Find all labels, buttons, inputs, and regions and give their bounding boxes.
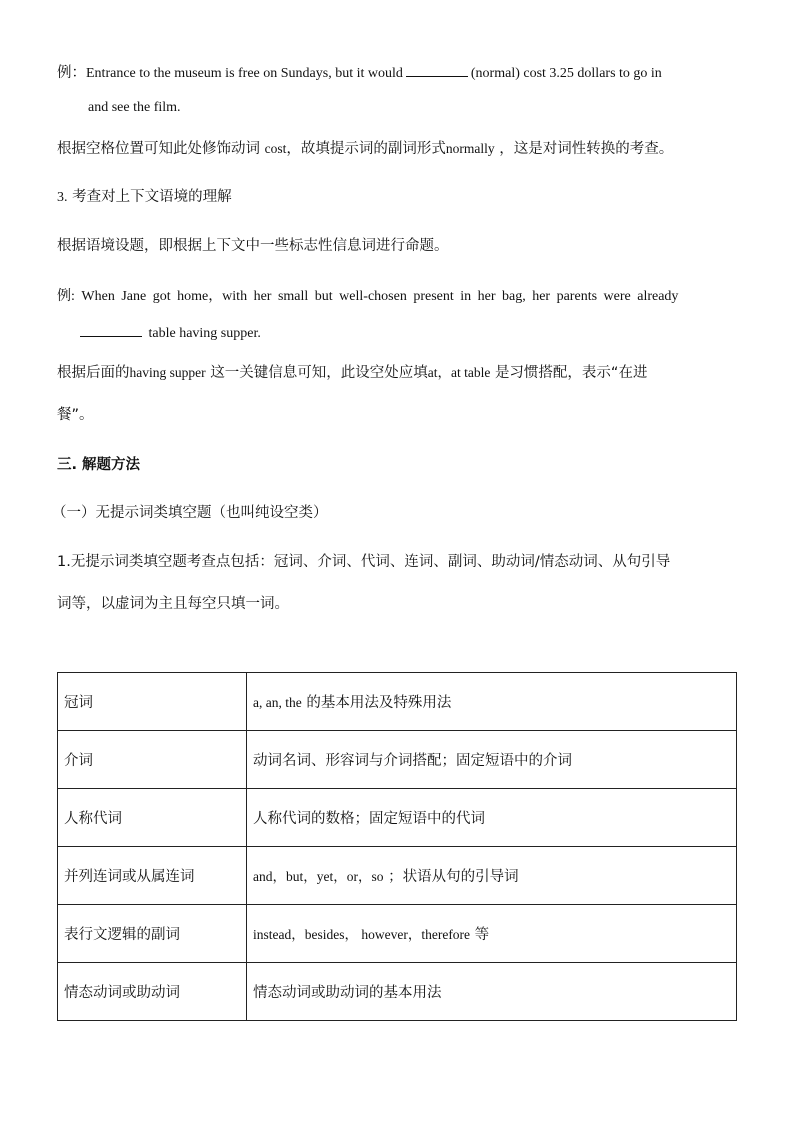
description-chinese: 动词名词、形容词与介词搭配；固定短语中的介词 (253, 753, 572, 769)
table-cell-type: 人称代词 (58, 789, 247, 847)
table-row (58, 731, 737, 789)
table-cell-description (247, 731, 737, 789)
table-cell-description (247, 905, 737, 963)
table-row (58, 847, 737, 905)
section-title: 考查对上下文语境的理解 (72, 189, 232, 205)
explanation-text: ，这是对词性转换的考查。 (499, 141, 674, 157)
table-row (58, 905, 737, 963)
answer-blank (406, 62, 468, 77)
table-cell-description (247, 963, 737, 1021)
description-chinese: 人称代词的数格；固定短语中的代词 (253, 811, 485, 827)
table-cell-type: 表行文逻辑的副词 (58, 905, 247, 963)
example-label: 例: (57, 289, 75, 304)
context-paragraph: 根据语境设题，即根据上下文中一些标志性信息词进行命题。 (57, 238, 449, 254)
table-row (58, 673, 737, 731)
table-cell-description (247, 673, 737, 731)
point-1-line-1: 1.无提示词类填空题考查点包括：冠词、介词、代词、连词、副词、助动词/情态动词、从句引导 (57, 554, 671, 570)
explanation-text: 根据后面的 (57, 365, 130, 381)
example-hint: (normal) cost 3.25 dollars to go in (470, 66, 662, 81)
example-1-line-2: and see the film. (88, 100, 181, 115)
example-2-line-2 (80, 322, 261, 344)
description-english: instead，besides， however，therefore (253, 927, 471, 942)
explanation-answer: normally (445, 141, 495, 156)
table-cell-type: 并列连词或从属连词 (58, 847, 247, 905)
explanation-text: 根据空格位置可知此处修饰动词 (57, 141, 260, 157)
explanation-answer: at，at table (427, 365, 491, 380)
explanation-phrase: having supper (129, 365, 206, 380)
table-cell-type: 介词 (58, 731, 247, 789)
table-row (58, 963, 737, 1021)
answer-blank (80, 322, 142, 337)
method-heading: 三. 解题方法 (57, 457, 141, 473)
section-3-heading (57, 187, 232, 208)
description-chinese: 的基本用法及特殊用法 (306, 695, 452, 711)
example-2-line-1 (57, 287, 678, 307)
explanation-word: cost (264, 141, 287, 156)
example-text: When Jane got home，with her small but well-chosen present in her bag, her parents were already (81, 289, 679, 304)
section-number: 3. (57, 190, 68, 205)
description-english: and，but，yet，or，so (253, 869, 384, 884)
description-chinese: 情态动词或助动词的基本用法 (253, 985, 442, 1001)
explanation-text: 这一关键信息可知，此设空处应填 (210, 365, 428, 381)
explanation-text: ，故填提示词的副词形式 (286, 141, 446, 157)
example-text: table having supper. (148, 326, 261, 341)
description-english: a, an, the (253, 695, 302, 710)
explanation-1 (57, 139, 673, 159)
description-chinese: 等 (474, 927, 490, 943)
explanation-text: 是习惯搭配，表示“在进 (494, 365, 648, 381)
exam-points-table (57, 672, 737, 1021)
example-label: 例： (57, 65, 86, 81)
explanation-2-line-1 (57, 363, 647, 383)
table-row (58, 789, 737, 847)
table-cell-description (247, 789, 737, 847)
explanation-2-line-2: 餐”。 (57, 407, 94, 423)
table-cell-description (247, 847, 737, 905)
example-text: Entrance to the museum is free on Sundays, but it would (86, 66, 403, 81)
subheading: （一）无提示词类填空题（也叫纯设空类） (52, 505, 328, 521)
example-1-line-1 (57, 62, 662, 84)
table-cell-type: 冠词 (58, 673, 247, 731)
table-cell-type: 情态动词或助动词 (58, 963, 247, 1021)
description-chinese: ；状语从句的引导词 (388, 869, 519, 885)
point-1-line-2: 词等，以虚词为主且每空只填一词。 (57, 596, 289, 612)
